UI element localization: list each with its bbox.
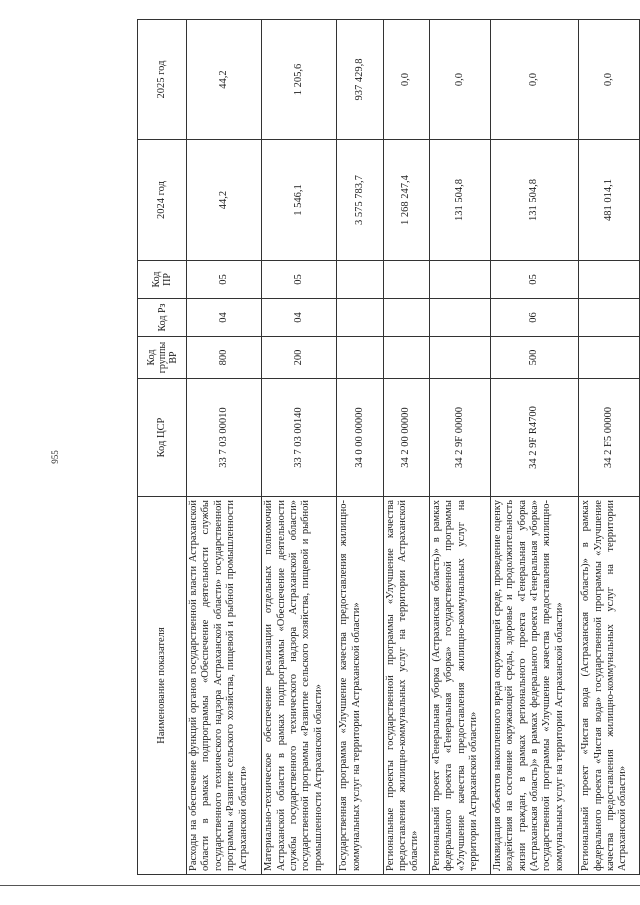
cell-2024: 481 014,1 — [579, 140, 640, 261]
cell-name: Материально-техническое обеспечение реализации отдельных полномочий Астраханской области в рамках подпрограммы «Обеспечение деятельности службы государственного технического надзора Астраханской области» государственной программы «Развитие сельского хозяйства, пищевой и рыбной промышленности Астраханской области» — [262, 497, 337, 875]
cell-rz — [383, 299, 429, 337]
cell-csr: 33 7 03 00140 — [262, 379, 337, 497]
cell-rz — [337, 299, 383, 337]
cell-name: Расходы на обеспечение функций органов государственной власти Астраханской области в рамках подпрограммы «Обеспечение деятельности службы государственного технического надзора Астраханской области» государственной программы «Развитие сельского хозяйства, пищевой и рыбной промышленности Астраханской области» — [187, 497, 262, 875]
cell-name: Ликвидация объектов накопленного вреда окружающей среде, проведение оценку воздействия на состояние окружающей среды, здоровье и продолжительность жизни граждан, в рамках регионального проекта «Генеральная уборка (Астраханская область)» в рамках федерального проекта «Генеральная уборка» государственной программы «Улучшение качества предоставления жилищно-коммунальных услуг на территории Астраханской области» — [490, 497, 578, 875]
cell-2024: 1 546,1 — [262, 140, 337, 261]
table-row — [490, 20, 578, 875]
cell-name: Региональные проекты государственной программы «Улучшение качества предоставления жилищно-коммунальных услуг на территории Астраханской области» — [383, 497, 429, 875]
cell-rz — [430, 299, 491, 337]
page-number: 955 — [50, 450, 60, 464]
cell-rz: 06 — [490, 299, 578, 337]
cell-csr: 34 2 9F 00000 — [430, 379, 491, 497]
table-row — [262, 20, 337, 875]
cell-vr — [337, 337, 383, 379]
cell-2025: 0,0 — [383, 20, 429, 140]
cell-vr — [579, 337, 640, 379]
cell-rz: 04 — [187, 299, 262, 337]
header-pr: Код ПР — [138, 261, 187, 299]
table-row — [579, 20, 640, 875]
table-row — [430, 20, 491, 875]
cell-name: Региональный проект «Чистая вода (Астраханская область)» в рамках федерального проекта «Чистая вода» государственной программы «Улучшение качества предоставления жилищно-коммунальных услуг на территории Астраханской области» — [579, 497, 640, 875]
rotated-table-container — [137, 20, 640, 875]
page-bottom-rule — [0, 885, 640, 886]
cell-rz: 04 — [262, 299, 337, 337]
cell-pr: 05 — [262, 261, 337, 299]
cell-2025: 937 429,8 — [337, 20, 383, 140]
cell-pr — [383, 261, 429, 299]
cell-2025: 0,0 — [490, 20, 578, 140]
cell-pr — [430, 261, 491, 299]
header-vr: Код группы ВР — [138, 337, 187, 379]
header-name: Наименование показателя — [138, 497, 187, 875]
cell-csr: 34 0 00 00000 — [337, 379, 383, 497]
cell-2024: 44,2 — [187, 140, 262, 261]
header-rz: Код Рз — [138, 299, 187, 337]
cell-2025: 1 205,6 — [262, 20, 337, 140]
cell-2025: 0,0 — [430, 20, 491, 140]
budget-table — [137, 19, 640, 875]
cell-2024: 1 268 247,4 — [383, 140, 429, 261]
cell-csr: 34 2 F5 00000 — [579, 379, 640, 497]
cell-pr — [579, 261, 640, 299]
table-row — [337, 20, 383, 875]
cell-2024: 3 575 783,7 — [337, 140, 383, 261]
cell-vr: 200 — [262, 337, 337, 379]
cell-vr: 800 — [187, 337, 262, 379]
cell-csr: 34 2 9F R4700 — [490, 379, 578, 497]
header-2025: 2025 год — [138, 20, 187, 140]
header-csr: Код ЦСР — [138, 379, 187, 497]
table-row — [383, 20, 429, 875]
cell-vr — [383, 337, 429, 379]
cell-rz — [579, 299, 640, 337]
cell-pr: 05 — [490, 261, 578, 299]
cell-vr: 500 — [490, 337, 578, 379]
cell-name: Государственная программа «Улучшение качества предоставления жилищно-коммунальных услуг на территории Астраханской области» — [337, 497, 383, 875]
cell-name: Региональный проект «Генеральная уборка (Астраханская область)» в рамках федерального проекта «Генеральная уборка» государственной программы «Улучшение качества предоставления жилищно-коммунальных услуг на территории Астраханской области» — [430, 497, 491, 875]
table-header-row — [138, 20, 187, 875]
cell-pr: 05 — [187, 261, 262, 299]
cell-csr: 34 2 00 00000 — [383, 379, 429, 497]
cell-2024: 131 504,8 — [430, 140, 491, 261]
cell-csr: 33 7 03 00010 — [187, 379, 262, 497]
cell-vr — [430, 337, 491, 379]
cell-2025: 0,0 — [579, 20, 640, 140]
header-2024: 2024 год — [138, 140, 187, 261]
cell-2024: 131 504,8 — [490, 140, 578, 261]
cell-pr — [337, 261, 383, 299]
cell-2025: 44,2 — [187, 20, 262, 140]
table-row — [187, 20, 262, 875]
